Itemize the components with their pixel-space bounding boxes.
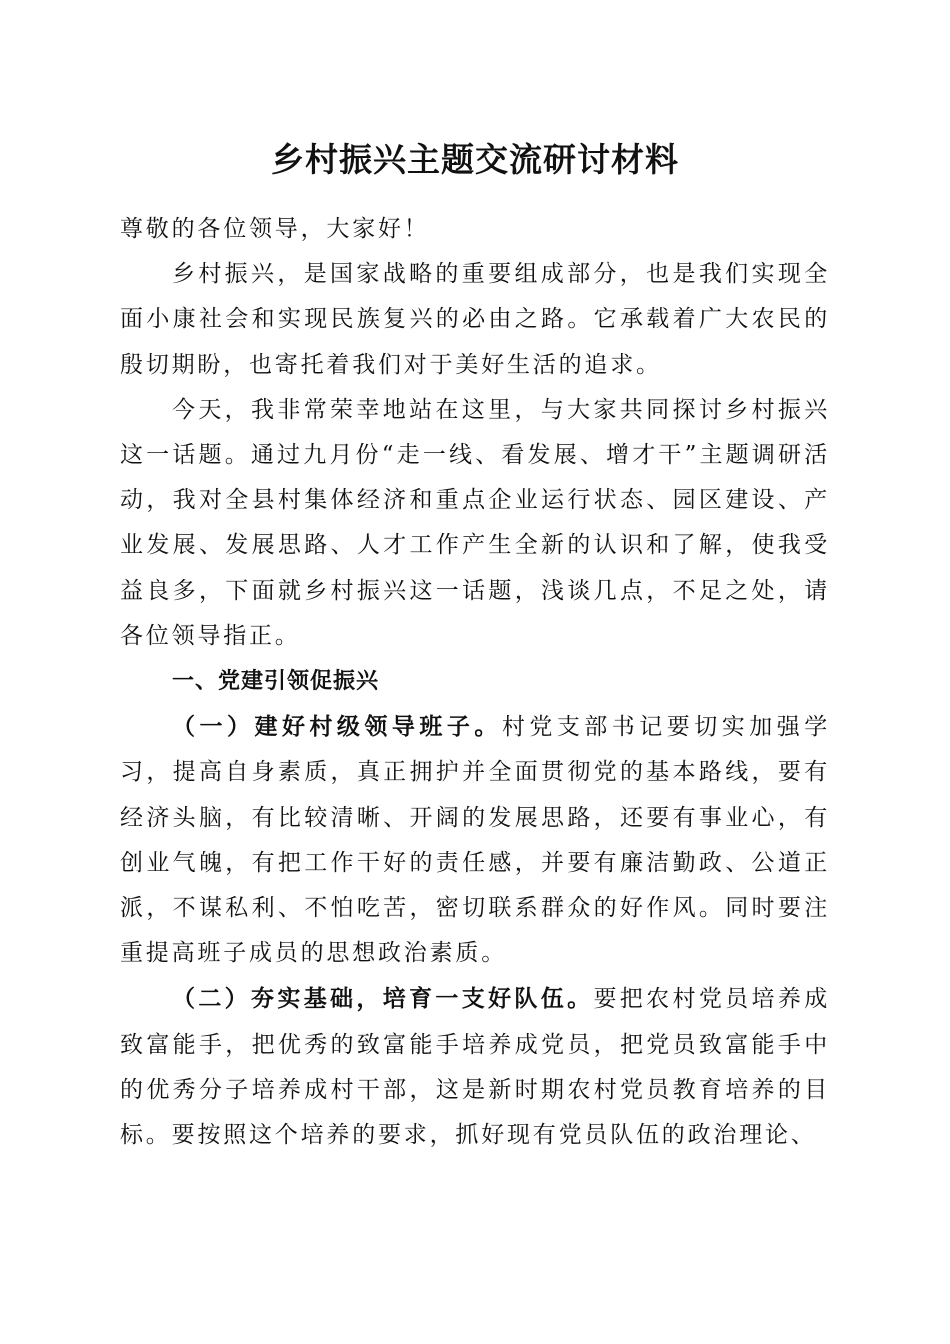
salutation: 尊敬的各位领导，大家好！ (120, 216, 430, 242)
intro-paragraph: 今天，我非常荣幸地站在这里，与大家共同探讨乡村振兴这一话题。通过九月份“走一线、看发展、增才干”主题调研活动，我对全县村集体经济和重点企业运行状态、园区建设、产业发展、发展思路、人才工作产生全新的认识和了解，使我受益良多，下面就乡村振兴这一话题，浅谈几点，不足之处，请各位领导指正。 (120, 396, 830, 649)
paragraph-text: 要把农村党员培养成致富能手，把优秀的致富能手培养成党员，把党员致富能手中的优秀分子培养成村干部，这是新时期农村党员教育培养的目标。要按照这个培养的要求，抓好现有党员队伍的政治理论、 (120, 986, 830, 1149)
section-paragraph (120, 976, 830, 1158)
document-body (120, 207, 830, 1158)
paragraph-lead: （二）夯实基础，培育一支好队伍。 (172, 985, 594, 1013)
intro-paragraph: 乡村振兴，是国家战略的重要组成部分，也是我们实现全面小康社会和实现民族复兴的必由之路。它承载着广大农民的殷切期盼，也寄托着我们对于美好生活的追求。 (120, 261, 830, 378)
section-heading: 一、党建引领促振兴 (172, 669, 380, 695)
paragraph-text: 村党支部书记要切实加强学习，提高自身素质，真正拥护并全面贯彻党的基本路线，要有经济头脑，有比较清晰、开阔的发展思路，还要有事业心，有创业气魄，有把工作干好的责任感，并要有廉洁勤政、公道正派，不谋私利、不怕吃苦，密切联系群众的好作风。同时要注重提高班子成员的思想政治素质。 (120, 714, 830, 967)
document-title: 乡村振兴主题交流研讨材料 (271, 140, 679, 179)
section-paragraph (120, 704, 830, 976)
paragraph-lead: （一）建好村级领导班子。 (172, 713, 502, 741)
